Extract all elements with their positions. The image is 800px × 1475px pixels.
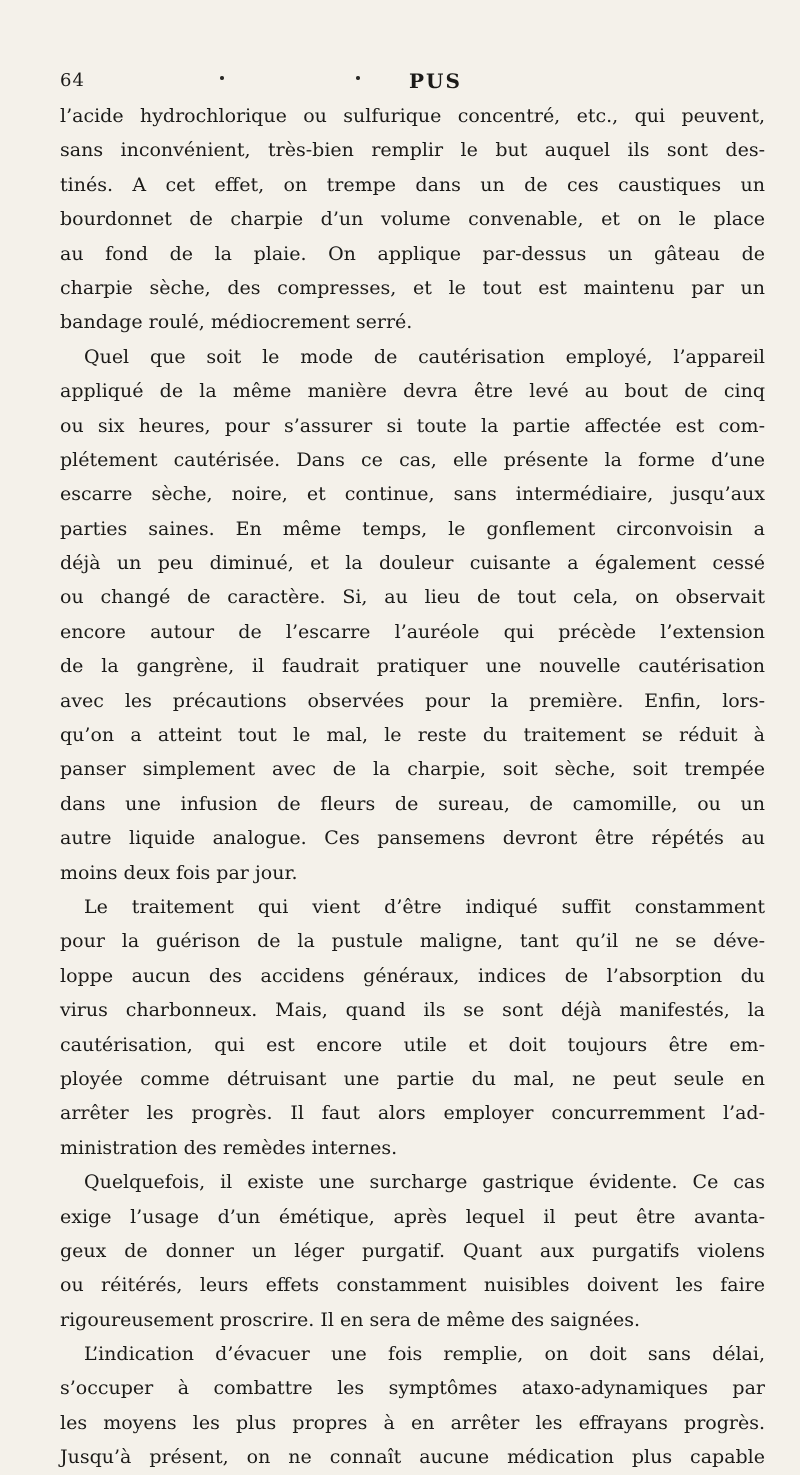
text-line: de la gangrène, il faudrait pratiquer une nouvelle cautérisation	[60, 655, 765, 678]
text-line: escarre sèche, noire, et continue, sans intermédiaire, jusqu’aux	[60, 483, 765, 506]
text-line: appliqué de la même manière devra être levé au bout de cinq	[60, 380, 765, 403]
text-line: Jusqu’à présent, on ne connaît aucune médication plus capable	[60, 1446, 765, 1469]
text-line: s’occuper à combattre les symptômes ataxo-adynamiques par	[60, 1377, 765, 1400]
paragraph-start-line: Quel que soit le mode de cautérisation employé, l’appareil	[84, 345, 765, 368]
text-line: rigoureusement proscrire. Il en sera de même des saignées.	[60, 1308, 640, 1331]
text-line: l’acide hydrochlorique ou sulfurique concentré, etc., qui peuvent,	[60, 105, 765, 127]
running-title: PUS	[409, 69, 462, 93]
text-line: plétement cautérisée. Dans ce cas, elle présente la forme d’une	[60, 448, 765, 471]
text-line: bourdonnet de charpie d’un volume convenable, et on le place	[60, 208, 765, 231]
text-line: panser simplement avec de la charpie, soit sèche, soit trempée	[60, 758, 765, 781]
text-line: exige l’usage d’un émétique, après lequel il peut être avanta-	[60, 1205, 765, 1228]
text-line: virus charbonneux. Mais, quand ils se sont déjà manifestés, la	[60, 999, 765, 1022]
text-line: geux de donner un léger purgatif. Quant aux purgatifs violens	[60, 1239, 765, 1262]
header-dot-left	[220, 76, 224, 80]
text-line: parties saines. En même temps, le gonflement circonvoisin a	[60, 517, 765, 540]
paragraph-start-line: L’indication d’évacuer une fois remplie, on doit sans délai,	[84, 1343, 765, 1366]
text-line: ployée comme détruisant une partie du mal, ne peut seule en	[60, 1067, 765, 1090]
text-line: avec les précautions observées pour la première. Enfin, lors-	[60, 689, 765, 712]
text-line: dans une infusion de fleurs de sureau, de camomille, ou un	[60, 792, 765, 815]
page-number: 64	[60, 70, 85, 91]
text-line: ou réitérés, leurs effets constamment nuisibles doivent les faire	[60, 1274, 765, 1297]
text-line: moins deux fois par jour.	[60, 861, 298, 884]
text-line: ou changé de caractère. Si, au lieu de tout cela, on observait	[60, 586, 765, 609]
running-head	[60, 70, 760, 98]
text-line: ministration des remèdes internes.	[60, 1136, 398, 1159]
paragraph-start-line: Quelquefois, il existe une surcharge gastrique évidente. Ce cas	[84, 1171, 765, 1194]
paragraph-start-line: Le traitement qui vient d’être indiqué suffit constamment	[84, 895, 765, 918]
text-line: cautérisation, qui est encore utile et doit toujours être em-	[60, 1033, 765, 1056]
body-text	[60, 99, 765, 1475]
text-line: tinés. A cet effet, on trempe dans un de ces caustiques un	[60, 173, 765, 196]
text-line: loppe aucun des accidens généraux, indices de l’absorption du	[60, 964, 765, 987]
text-line: charpie sèche, des compresses, et le tout est maintenu par un	[60, 276, 765, 299]
text-line: arrêter les progrès. Il faut alors employer concurremment l’ad-	[60, 1102, 765, 1125]
text-line: ou six heures, pour s’assurer si toute la partie affectée est com-	[60, 414, 765, 437]
text-line: les moyens les plus propres à en arrêter les effrayans progrès.	[60, 1411, 765, 1434]
text-line: qu’on a atteint tout le mal, le reste du traitement se réduit à	[60, 724, 765, 747]
text-line: déjà un peu diminué, et la douleur cuisante a également cessé	[60, 552, 765, 575]
text-line: bandage roulé, médiocrement serré.	[60, 311, 413, 334]
text-line: autre liquide analogue. Ces pansemens devront être répétés au	[60, 827, 765, 850]
text-line: sans inconvénient, très-bien remplir le but auquel ils sont des-	[60, 139, 765, 162]
text-line: pour la guérison de la pustule maligne, tant qu’il ne se déve-	[60, 930, 765, 953]
text-line: au fond de la plaie. On applique par-dessus un gâteau de	[60, 242, 765, 265]
text-line: encore autour de l’escarre l’auréole qui précède l’extension	[60, 620, 765, 643]
header-dot-right	[356, 76, 360, 80]
